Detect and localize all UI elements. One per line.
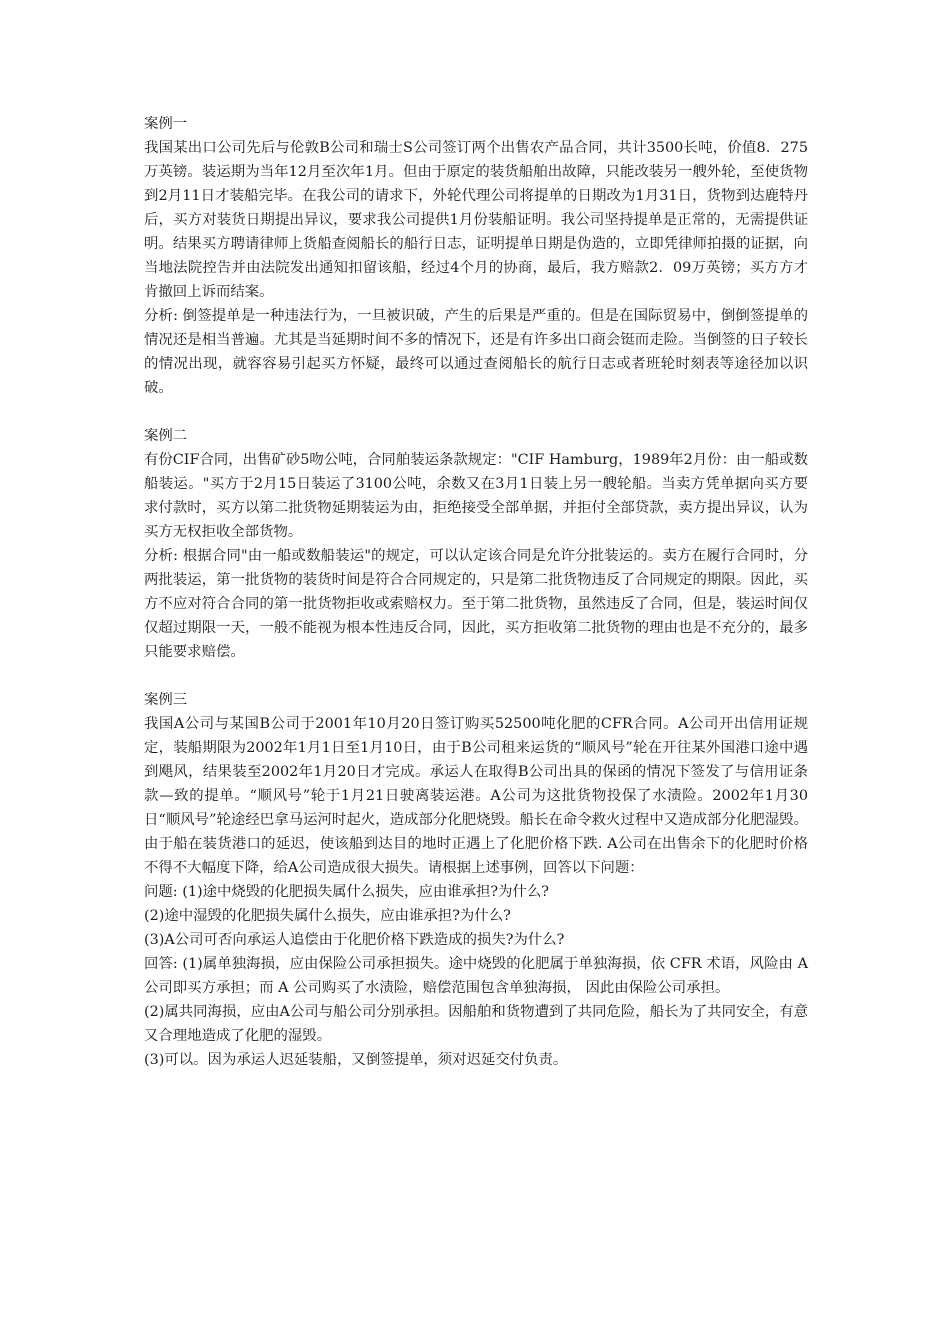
case-description: 我国A公司与某国B公司于2001年10月20日签订购买52500吨化肥的CFR合同。A公司开出信用证规定，装船期限为2002年1月1日至1月10日，由于B公司租来运货的“顺风号”轮在开往某外国港口途中遇到飓风，结果装至2002年1月20日才完成。承运人在取得B公司出具的保函的情况下签发了与信用证条款—致的提单。“顺风号”轮于1月21日驶离装运港。A公司为这批货物投保了水渍险。2002年1月30日“顺风号”轮途经巴拿马运河时起火，造成部分化肥烧毁。船长在命令救火过程中又造成部分化肥湿毁。由于船在装货港口的延迟，使该船到达目的地时正遇上了化肥价格下跌. A公司在出售余下的化肥时价格不得不大幅度下降，给A公司造成很大损失。请根据上述事例，回答以下问题： (144, 716, 808, 876)
question-2: (2)途中湿毁的化肥损失属什么损失，应由谁承担?为什么? (144, 908, 511, 924)
answer-3: (3)可以。因为承运人迟延装船，又倒签提单，须对迟延交付负责。 (144, 1052, 568, 1068)
answer-1: 回答: (1)属单独海损，应由保险公司承担损失。途中烧毁的化肥属于单独海损，依 CFR 术语，风险由 A 公司即买方承担；而 A 公司购买了水渍险，赔偿范围包含单独海损， 因此由保险公司承担。 (144, 956, 808, 996)
case-title: 案例一 (144, 116, 188, 132)
case-description: 我国某出口公司先后与伦敦B公司和瑞士S公司签订两个出售农产品合同，共计3500长吨，价值8．275万英镑。装运期为当年12月至次年1月。但由于原定的装货船舶出故障，只能改装另一艘外轮，至使货物到2月11日才装船完毕。在我公司的请求下，外轮代理公司将提单的日期改为1月31日，货物到达鹿特丹后，买方对装货日期提出异议，要求我公司提供1月份装船证明。我公司坚持提单是正常的，无需提供证明。结果买方聘请律师上货船查阅船长的船行日志，证明提单日期是伪造的，立即凭律师拍摄的证据，向当地法院控告并由法院发出通知扣留该船，经过4个月的协商，最后，我方赔款2．09万英镑；买方方才肯撤回上诉而结案。 (144, 140, 808, 300)
case-analysis: 分析: 倒签提单是一种违法行为，一旦被识破，产生的后果是严重的。但是在国际贸易中，倒倒签提单的情况还是相当普遍。尤其是当延期时间不多的情况下，还是有许多出口商会铤而走险。当倒签的日子较长的情况出现，就容容易引起买方怀疑，最终可以通过查阅船长的航行日志或者班轮时刻表等途径加以识破。 (144, 308, 808, 396)
case-title: 案例三 (144, 692, 188, 708)
answer-2: (2)属共同海损，应由A公司与船公司分别承担。因船舶和货物遭到了共同危险，船长为了共同安全，有意又合理地造成了化肥的湿毁。 (144, 1004, 808, 1044)
question-3: (3)A公司可否向承运人追偿由于化肥价格下跌造成的损失?为什么? (144, 932, 565, 948)
document-page (144, 112, 808, 1096)
case-1 (144, 112, 808, 400)
case-description: 有份CIF合同，出售矿砂5吻公吨，合同舶装运条款规定："CIF Hamburg，1989年2月份：由一船或数船装运。"买方于2月15日装运了3100公吨，余数又在3月1日装上另一艘轮船。当卖方凭单据向买方要求付款时，买方以第二批货物延期装运为由，拒绝接受全部单据，并拒付全部贷款，卖方提出异议，认为买方无权拒收全部货物。 (144, 452, 808, 540)
case-2 (144, 424, 808, 664)
question-1: 问题: (1)途中烧毁的化肥损失属什么损失，应由谁承担?为什么? (144, 884, 550, 900)
case-3 (144, 688, 808, 1072)
case-analysis: 分析: 根据合同"由一船或数船装运"的规定，可以认定该合同是允许分批装运的。卖方在履行合同时，分两批装运，第一批货物的装货时间是符合合同规定的，只是第二批货物违反了合同规定的期限。因此，买方不应对符合合同的第一批货物拒收或索赔权力。至于第二批货物，虽然违反了合同，但是，装运时间仅仅超过期限一天，一般不能视为根本性违反合同，因此，买方拒收第二批货物的理由也是不充分的，最多只能要求赔偿。 (144, 548, 808, 660)
case-title: 案例二 (144, 428, 188, 444)
